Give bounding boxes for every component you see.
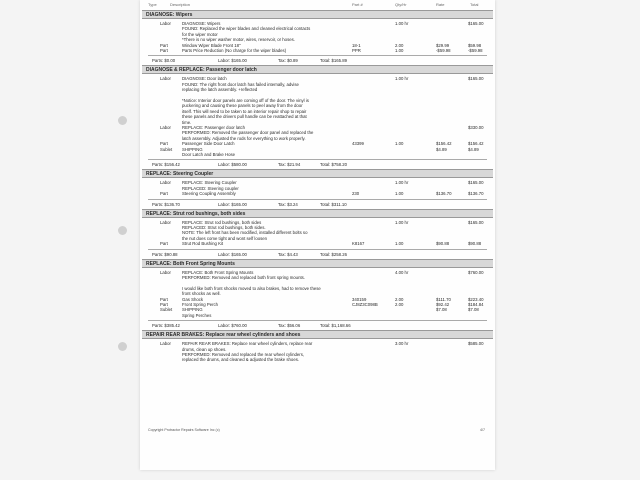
line-total: $4.89 — [468, 146, 479, 152]
line-quantity: 1.00 — [395, 191, 404, 197]
line-quantity: 2.00 — [395, 302, 404, 307]
summary-labor: Labor: $580.00 — [218, 162, 247, 168]
line-description: FOUND: The right front door latch has failed internally, advise — [182, 81, 299, 87]
line-description: SHIPPING — [182, 146, 203, 152]
line-description: PERFORMED: Removed and replaced the rear wheel cylinders, — [182, 352, 305, 357]
line-type: Part — [160, 302, 168, 307]
line-rate: $111.70 — [436, 296, 451, 302]
line-description: these panels and the drivers pull handle can be reattached at that — [182, 114, 307, 120]
line-type: Labor — [160, 180, 171, 186]
line-part-number: 18-1 — [352, 42, 361, 48]
line-description: Gas Shock — [182, 296, 204, 302]
summary-labor: Labor: $165.00 — [218, 58, 247, 64]
line-total: $165.00 — [468, 180, 484, 186]
line-type: Part — [160, 141, 168, 147]
line-type: Labor — [160, 21, 171, 26]
section-header: REPLACE: Strut rod bushings, both sides — [142, 209, 493, 218]
summary-tax: Tax: $3.24 — [278, 201, 298, 207]
punch-hole — [118, 226, 127, 235]
line-description: *There is no wiper washer motor, wires, reservoir, or hoses. — [182, 37, 295, 43]
line-description: FOUND: Replaced the wiper blades and cleaned electrical contacts — [182, 26, 311, 32]
line-description: REPLACE: Strut rod bushings, both sides — [182, 219, 262, 225]
line-quantity: 2.00 — [395, 296, 404, 302]
line-description: front shocks as well. — [182, 291, 221, 297]
line-description: Steering Coupling Assembly — [182, 191, 236, 197]
line-total: -$59.98 — [468, 48, 483, 53]
line-quantity: 3.00 hr — [395, 341, 409, 347]
summary-total: Total: $1,168.66 — [320, 323, 351, 329]
line-part-number: K8167 — [352, 241, 365, 247]
line-description: puckering and causing these panels to peel away from the door — [182, 103, 303, 109]
line-quantity: 1.00 — [395, 241, 404, 247]
line-rate: $92.42 — [436, 302, 450, 307]
line-type: Part — [160, 42, 168, 48]
summary-labor: Labor: $165.00 — [218, 251, 247, 257]
line-description: itself. This will need to be taken to an interior repair shop to repair — [182, 108, 307, 114]
line-description: Strut Rod Bushing Kit — [182, 241, 224, 247]
punch-hole — [118, 116, 127, 125]
line-description: REPLACE: Steering Coupler — [182, 180, 237, 186]
line-description: REPLACE: Passenger door latch — [182, 125, 246, 130]
summary-tax: Tax: $21.94 — [278, 162, 301, 168]
line-quantity: 1.00 — [395, 141, 404, 147]
col-description: Description — [170, 2, 191, 7]
summary-parts: Parts: $136.70 — [152, 201, 180, 207]
line-description: replacing the latch assembly. +reflected — [182, 87, 258, 93]
line-description: the nut does come tight and wont self loosen — [182, 235, 268, 241]
line-description: NOTE: The left front has been modified, installed different bolts so — [182, 230, 308, 236]
line-rate: $7.08 — [436, 307, 447, 313]
line-type: Labor — [160, 219, 171, 225]
line-rate: $156.42 — [436, 141, 452, 147]
line-description: *Notice: Interior door panels are coming off of the door. The vinyl is — [182, 98, 309, 103]
summary-tax: Tax: $4.43 — [278, 251, 298, 257]
line-description: time. — [182, 119, 192, 125]
line-total: $165.00 — [468, 219, 484, 225]
line-description: drums, clean up shoes. — [182, 346, 227, 352]
section-summary — [148, 55, 487, 64]
line-part-number: 340159 — [352, 296, 367, 302]
summary-total: Total: $311.10 — [320, 201, 347, 207]
line-total: $7.08 — [468, 307, 479, 313]
line-part-number: CJ8Z3C098B — [352, 302, 378, 307]
line-total: $223.40 — [468, 296, 484, 302]
line-quantity: 1.00 hr — [395, 219, 409, 225]
line-part-number: PPR — [352, 48, 361, 53]
col-qty: Qty/Hr — [395, 2, 407, 7]
column-header — [140, 1, 495, 9]
section-summary — [148, 249, 487, 258]
line-quantity: 2.00 — [395, 42, 404, 48]
section-summary — [148, 320, 487, 329]
line-rate: $136.70 — [436, 191, 452, 197]
line-rate: $4.89 — [436, 146, 447, 152]
summary-parts: Parts: $156.42 — [152, 162, 180, 168]
line-quantity: 1.00 hr — [395, 180, 409, 186]
line-total: $136.70 — [468, 191, 484, 197]
line-description: DIAGNOSE: Door latch — [182, 76, 227, 82]
section-header: DIAGNOSE: Wipers — [142, 10, 493, 19]
col-type: Type — [148, 2, 157, 7]
summary-tax: Tax: $0.89 — [278, 58, 298, 64]
summary-total: Total: $165.89 — [320, 58, 347, 64]
section-summary — [148, 199, 487, 208]
section-header: DIAGNOSE & REPLACE: Passenger door latch — [142, 65, 493, 74]
summary-total: Total: $758.20 — [320, 162, 347, 168]
copyright-note: Copyright Protractor Repairs Software Inc (c) — [148, 428, 220, 432]
line-type: Part — [160, 191, 168, 197]
summary-tax: Tax: $56.06 — [278, 323, 301, 329]
summary-parts: Parts: $385.42 — [152, 323, 180, 329]
summary-total: Total: $258.26 — [320, 251, 347, 257]
line-type: Part — [160, 296, 168, 302]
line-description: REPAIR REAR BRAKES: Replace rear wheel cylinders, replace rear — [182, 341, 313, 347]
line-type: Labor — [160, 125, 171, 130]
line-quantity: 1.00 hr — [395, 76, 409, 82]
line-total: $59.98 — [468, 42, 482, 48]
line-description: Passenger Side Door Latch — [182, 141, 235, 147]
invoice-page — [140, 0, 495, 470]
section-summary — [148, 159, 487, 168]
page-number: 4/7 — [480, 428, 485, 432]
line-description: replaced the drums, and cleaned & adjusted the brake shoes. — [182, 357, 300, 363]
summary-labor: Labor: $165.00 — [218, 201, 247, 207]
line-total: $330.00 — [468, 125, 484, 130]
line-quantity: 1.00 hr — [395, 21, 409, 26]
section-header: REPAIR REAR BRAKES: Replace rear wheel cylinders and shoes — [142, 330, 493, 339]
line-description: Window Wiper Blade Front 18" — [182, 42, 241, 48]
line-type: Part — [160, 48, 168, 53]
section-header: REPLACE: Both Front Spring Mounts — [142, 259, 493, 268]
line-part-number: 43399 — [352, 141, 364, 147]
col-rate: Rate — [436, 2, 445, 7]
col-part: Part # — [352, 2, 363, 7]
line-description: REPLACED: Strut rod bushings, both sides. — [182, 225, 266, 230]
col-total: Total — [470, 2, 479, 7]
punch-hole — [118, 342, 127, 351]
line-total: $165.00 — [468, 76, 484, 82]
line-type: Part — [160, 241, 168, 247]
line-description: SHIPPING — [182, 307, 203, 313]
section-header: REPLACE: Steering Coupler — [142, 169, 493, 178]
line-type: Sublet — [160, 307, 173, 313]
line-total: $165.00 — [468, 21, 484, 26]
line-quantity: 1.00 — [395, 48, 404, 53]
line-part-number: 230 — [352, 191, 360, 197]
line-description: Spring Perches — [182, 312, 212, 318]
line-rate: -$59.98 — [436, 48, 451, 53]
line-rate: $29.99 — [436, 42, 450, 48]
line-total: $760.00 — [468, 269, 484, 275]
line-description: REPLACE: Both Front Spring Mounts — [182, 269, 254, 275]
line-description: PERFORMED: Removed the passenger door panel and replaced the — [182, 130, 314, 136]
line-type: Labor — [160, 76, 171, 82]
summary-parts: Parts: $90.88 — [152, 251, 178, 257]
line-description: PERFORMED: Removed and replaced both front spring mounts. — [182, 275, 305, 280]
line-description: REPLACED: Steering coupler — [182, 185, 239, 191]
line-description: Parts Price Reduction (No charge for the wiper blades) — [182, 48, 287, 53]
line-description: for the wiper motor — [182, 31, 218, 37]
summary-parts: Parts: $0.00 — [152, 58, 176, 64]
line-description: latch assembly. Adjusted the rods for everything to work properly. — [182, 135, 306, 141]
line-total: $90.88 — [468, 241, 482, 247]
line-description: Door Latch and Brake Hose — [182, 152, 236, 157]
line-type: Labor — [160, 269, 171, 275]
line-type: Labor — [160, 341, 171, 347]
line-total: $156.42 — [468, 141, 484, 147]
line-total: $184.84 — [468, 302, 484, 307]
line-total: $585.00 — [468, 341, 484, 347]
line-description: I would like both front shocks moved to also brakes, had to remove these — [182, 285, 321, 291]
summary-labor: Labor: $760.00 — [218, 323, 247, 329]
line-quantity: 4.00 hr — [395, 269, 409, 275]
line-description: Front Spring Perch — [182, 302, 219, 307]
line-type: Sublet — [160, 146, 173, 152]
line-rate: $90.88 — [436, 241, 450, 247]
line-description: DIAGNOSE: Wipers — [182, 21, 221, 26]
